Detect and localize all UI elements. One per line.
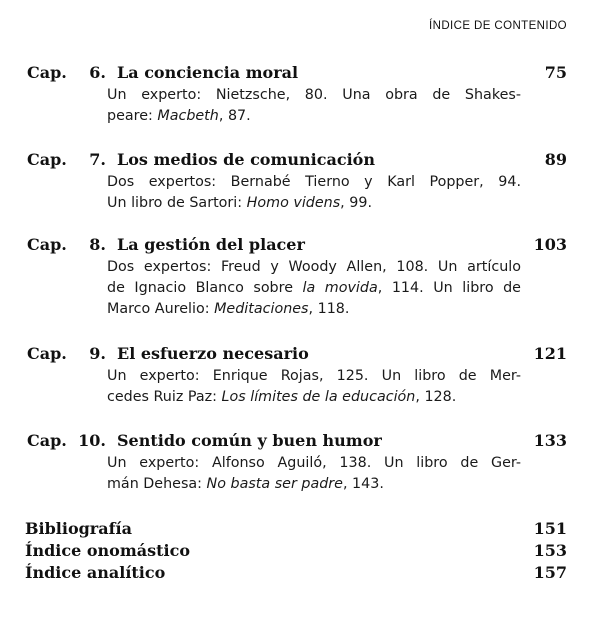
chapter-number: 6. bbox=[89, 63, 106, 82]
chapter-page-number: 89 bbox=[544, 150, 567, 169]
chapter-page-number: 133 bbox=[533, 431, 567, 450]
description-line bbox=[107, 474, 521, 495]
description-text: mán Dehesa: bbox=[107, 476, 207, 492]
back-matter-page-number: 151 bbox=[533, 519, 567, 538]
description-line bbox=[107, 366, 521, 387]
description-line bbox=[107, 387, 521, 408]
chapter-page-number: 75 bbox=[544, 63, 567, 82]
chapter-label: Cap. bbox=[27, 235, 67, 254]
description-text: , 99. bbox=[340, 195, 372, 211]
description-text: Marco Aurelio: bbox=[107, 301, 215, 317]
chapter-heading bbox=[27, 148, 567, 172]
back-matter-title: Índice analítico bbox=[25, 563, 166, 582]
description-text: Un experto: Enrique Rojas, 125. Un libro de Mer- bbox=[107, 368, 521, 384]
description-text: Dos expertos: Freud y Woody Allen, 108. Un artículo bbox=[107, 259, 521, 275]
chapter-label: Cap. bbox=[27, 431, 67, 450]
chapter-entry bbox=[27, 233, 567, 320]
description-text: de Ignacio Blanco sobre bbox=[107, 280, 303, 296]
back-matter-page-number: 153 bbox=[533, 541, 567, 560]
description-text: , 114. Un libro de bbox=[377, 280, 521, 296]
chapter-title: Sentido común y buen humor bbox=[117, 431, 382, 450]
chapter-heading bbox=[27, 429, 567, 453]
description-text: , 87. bbox=[218, 108, 251, 124]
chapter-number: 7. bbox=[89, 150, 106, 169]
chapter-label: Cap. bbox=[27, 63, 67, 82]
italic-title: Los límites de la educación bbox=[221, 389, 416, 405]
description-text: cedes Ruiz Paz: bbox=[107, 389, 222, 405]
chapter-number: 10. bbox=[78, 431, 106, 450]
description-text: Un experto: Alfonso Aguiló, 138. Un libro de Ger- bbox=[107, 455, 521, 471]
description-line bbox=[107, 85, 521, 106]
description-line bbox=[107, 453, 521, 474]
chapter-description bbox=[107, 366, 521, 408]
back-matter-entry bbox=[25, 540, 567, 562]
chapter-heading bbox=[27, 342, 567, 366]
chapter-number: 9. bbox=[89, 344, 106, 363]
running-header: ÍNDICE DE CONTENIDO bbox=[429, 20, 567, 32]
description-text: , 118. bbox=[308, 301, 350, 317]
back-matter-page-number: 157 bbox=[533, 563, 567, 582]
back-matter-title: Índice onomástico bbox=[25, 541, 191, 560]
description-text: Dos expertos: Bernabé Tierno y Karl Popper, 94. bbox=[107, 174, 521, 190]
description-line bbox=[107, 193, 521, 214]
chapter-description bbox=[107, 453, 521, 495]
chapter-entry bbox=[27, 342, 567, 408]
italic-title: Meditaciones bbox=[214, 301, 309, 317]
chapter-heading bbox=[27, 233, 567, 257]
back-matter bbox=[25, 518, 567, 584]
chapter-title: Los medios de comunicación bbox=[117, 150, 375, 169]
description-text: Un experto: Nietzsche, 80. Una obra de Shakes- bbox=[107, 87, 521, 103]
chapter-entry bbox=[27, 148, 567, 214]
chapter-title: La conciencia moral bbox=[117, 63, 299, 82]
description-text: , 128. bbox=[415, 389, 457, 405]
italic-title: Homo videns bbox=[246, 195, 341, 211]
italic-title: la movida bbox=[302, 280, 378, 296]
chapter-entry bbox=[27, 429, 567, 495]
chapter-title: La gestión del placer bbox=[117, 235, 305, 254]
chapter-number: 8. bbox=[89, 235, 106, 254]
chapter-description bbox=[107, 85, 521, 127]
chapter-page-number: 103 bbox=[533, 235, 567, 254]
chapter-page-number: 121 bbox=[533, 344, 567, 363]
description-line bbox=[107, 278, 521, 299]
back-matter-entry bbox=[25, 562, 567, 584]
description-text: , 143. bbox=[342, 476, 384, 492]
chapter-title: El esfuerzo necesario bbox=[117, 344, 309, 363]
description-line bbox=[107, 106, 521, 127]
chapter-description bbox=[107, 172, 521, 214]
chapter-label: Cap. bbox=[27, 150, 67, 169]
back-matter-title: Bibliografía bbox=[25, 519, 132, 538]
italic-title: Macbeth bbox=[157, 108, 219, 124]
description-line bbox=[107, 172, 521, 193]
description-text: Un libro de Sartori: bbox=[107, 195, 247, 211]
back-matter-entry bbox=[25, 518, 567, 540]
description-line bbox=[107, 257, 521, 278]
description-text: peare: bbox=[107, 108, 158, 124]
chapter-entry bbox=[27, 61, 567, 127]
italic-title: No basta ser padre bbox=[206, 476, 343, 492]
chapter-label: Cap. bbox=[27, 344, 67, 363]
description-line bbox=[107, 299, 521, 320]
chapter-heading bbox=[27, 61, 567, 85]
chapter-description bbox=[107, 257, 521, 320]
